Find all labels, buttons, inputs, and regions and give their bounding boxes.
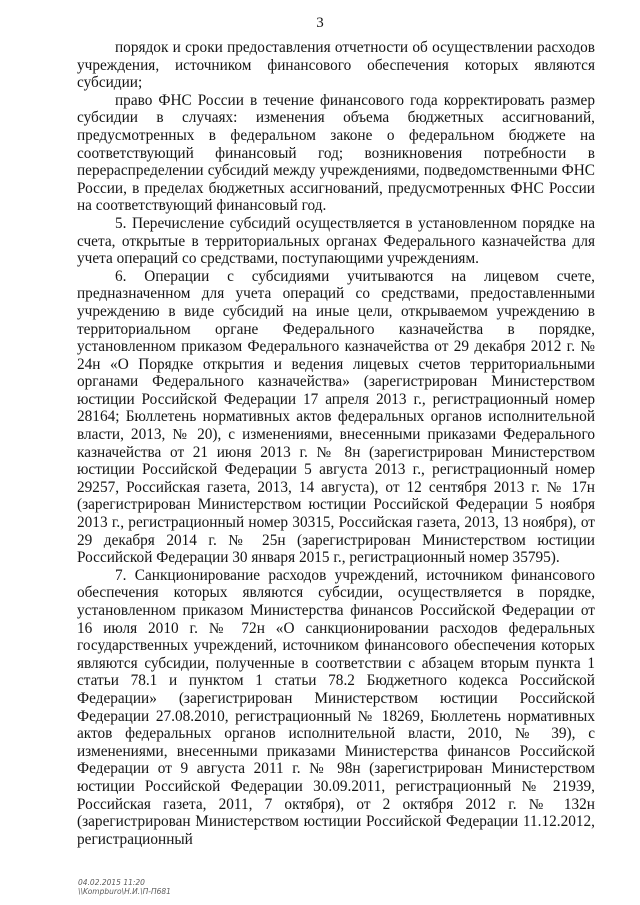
footer-print-stamp bbox=[78, 878, 171, 896]
page-number: 3 bbox=[316, 15, 324, 31]
footer-print-date: 04.02.2015 11:20 bbox=[78, 878, 145, 887]
footer-file-path: \\Kompburo\Н.И.\П-П681 bbox=[78, 887, 171, 896]
paragraph-fns-right-to-adjust: право ФНС России в течение финансового года корректировать размер субсидии в случаях: изменения объема бюджетных ассигнований, предусмотренных в федеральном законе о федеральном бюджете на соответствующий финансовый год; возникновения потребности в перераспределении субсидий между учреждениями, подведомственными ФНС России, в пределах бюджетных ассигнований, предусмотренных ФНС России на соответствующий финансовый год. bbox=[77, 91, 595, 215]
paragraph-item-6-operations: 6. Операции с субсидиями учитываются на лицевом счете, предназначенном для учета операций со средствами, предоставленными учреждению в виде субсидий на иные цели, открываемом учреждению в территориальном органе Федерального казначейства в порядке, установленном приказом Федерального казначейства от 29 декабря 2012 г. № 24н «О Порядке открытия и ведения лицевых счетов территориальными органами Федерального казначейства» (зарегистрирован Министерством юстиции Российской Федерации 17 апреля 2013 г., регистрационный номер 28164; Бюллетень нормативных актов федеральных органов исполнительной власти, 2013, № 20), с изменениями, внесенными приказами Федерального казначейства от 21 июня 2013 г. № 8н (зарегистрирован Министерством юстиции Российской Федерации 5 августа 2013 г., регистрационный номер 29257, Российская газета, 2013, 14 августа), от 12 сентября 2013 г. № 17н (зарегистрирован Министерством юстиции Российской Федерации 5 ноября 2013 г., регистрационный номер 30315, Российская газета, 2013, 13 ноября), от 29 декабря 2014 г. № 25н (зарегистрирован Министерством юстиции Российской Федерации 30 января 2015 г., регистрационный номер 35795). bbox=[77, 267, 595, 567]
paragraph-item-7-authorization: 7. Санкционирование расходов учреждений, источником финансового обеспечения которых являются субсидии, осуществляется в порядке, установленном приказом Министерства финансов Российской Федерации от 16 июля 2010 г. № 72н «О санкционировании расходов федеральных государственных учреждений, источником финансового обеспечения которых являются субсидии, полученные в соответствии с абзацем вторым пункта 1 статьи 78.1 и пунктом 1 статьи 78.2 Бюджетного кодекса Российской Федерации» (зарегистрирован Министерством юстиции Российской Федерации 27.08.2010, регистрационный № 18269, Бюллетень нормативных актов федеральных органов исполнительной власти, 2010, № 39), с изменениями, внесенными приказами Министерства финансов Российской Федерации от 9 августа 2011 г. № 98н (зарегистрирован Министерством юстиции Российской Федерации 30.09.2011, регистрационный № 21939, Российская газета, 2011, 7 октября), от 2 октября 2012 г. № 132н (зарегистрирован Министерством юстиции Российской Федерации 11.12.2012, регистрационный bbox=[77, 566, 595, 848]
document-body bbox=[77, 39, 595, 848]
paragraph-reporting-procedure: порядок и сроки предоставления отчетности об осуществлении расходов учреждения, источником финансового обеспечения которых являются субсидии; bbox=[77, 39, 595, 92]
paragraph-item-5-transfer: 5. Перечисление субсидий осуществляется в установленном порядке на счета, открытые в территориальных органах Федерального казначейства для учета операций со средствами, поступающими учреждениям. bbox=[77, 214, 595, 268]
